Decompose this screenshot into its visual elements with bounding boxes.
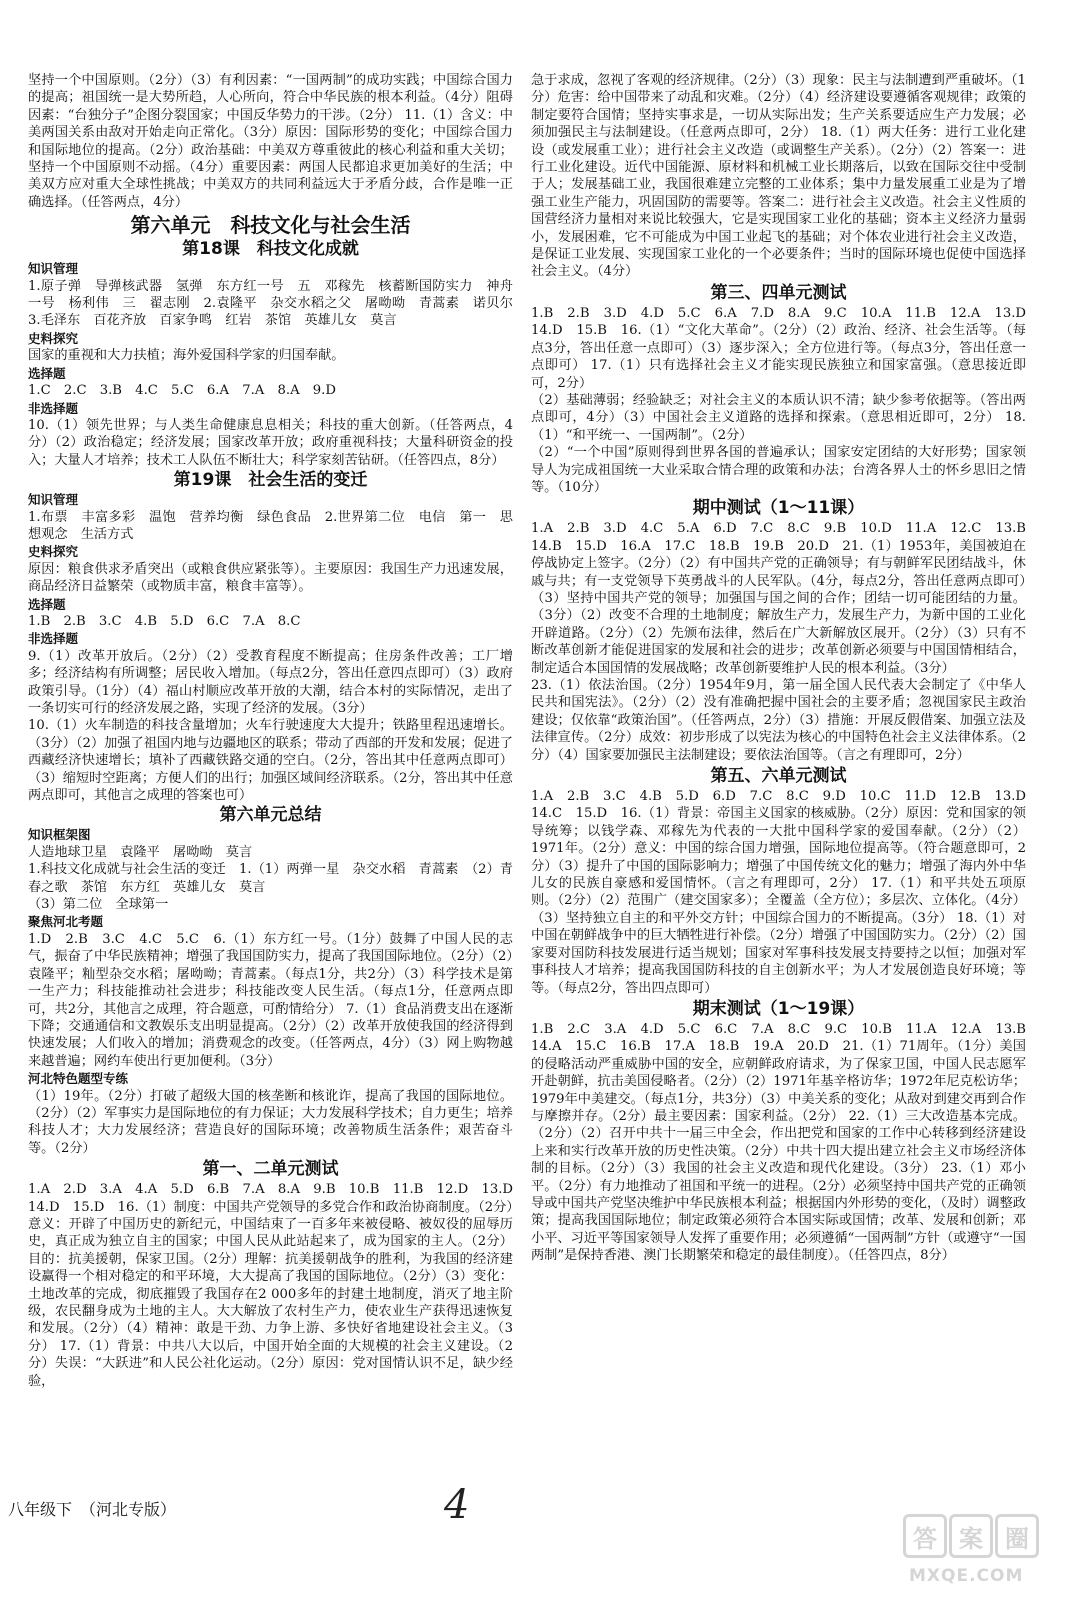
- answer-paragraph: 人造地球卫星 袁隆平 屠呦呦 莫言: [28, 844, 253, 860]
- answer-paragraph: 1.C 2.C 3.B 4.C 5.C 6.A 7.A 8.A 9.D: [28, 383, 336, 399]
- footer-grade-label: 八年级下 （河北专版）: [8, 1500, 177, 1519]
- answer-paragraph: 9.（1）改革开放后。（2分）（2）受教育程度不断提高；住房条件改善；工厂增多；经济结构有所调整；居民收入增加。（每点2分，答出任意四点即可）（3）政府政策引导。（1分）（4）福山村顺应改革开放的大潮，结合本村的实际情况，走出了一条切实可行的经济发展之路，实现了经济的发展。（3分）: [28, 648, 513, 716]
- section-subheading: 非选择题: [28, 631, 79, 647]
- answer-paragraph: （2）基础薄弱；经验缺乏；对社会主义的本质认识不清；缺少参考依据等。（答出两点即可，4分）（3）中国社会主义道路的选择和探索。（意思相近即可，2分） 18.（1）“和平统一、一国两制”。（2分）: [531, 392, 1026, 443]
- watermark-char: 圈: [995, 1514, 1039, 1558]
- test-heading: 第一、二单元测试: [202, 1159, 339, 1180]
- lesson-heading: 第六单元总结: [219, 805, 322, 826]
- lesson-heading: 第18课 科技文化成就: [182, 239, 359, 260]
- answer-paragraph: 1.B 2.B 3.C 4.B 5.D 6.C 7.A 8.C: [28, 613, 301, 629]
- handwritten-page-mark: 4: [444, 1482, 470, 1528]
- test-heading: 第五、六单元测试: [710, 766, 847, 787]
- section-subheading: 聚焦河北考题: [28, 914, 104, 930]
- answer-paragraph: 原因：粮食供求矛盾突出（或粮食供应紧张等）。主要原因：我国生产力迅速发展，商品经济日益繁荣（或物质丰富，粮食丰富等）。: [28, 561, 513, 595]
- answer-paragraph: （2）“一个中国”原则得到世界各国的普遍承认；国家安定团结的大好形势；国家领导人为完成祖国统一大业采取合情合理的政策和办法；台湾各界人士的怀乡思旧之情等。（10分）: [531, 445, 1026, 495]
- section-subheading: 非选择题: [28, 400, 79, 416]
- answer-paragraph: 1.A 2.B 3.D 4.C 5.A 6.D 7.C 8.C 9.B 10.D 11.A 12.C 13.B 14.B 15.D 16.A 17.C 18.B 19.B 20.D 21.（1）1953年，美国被迫在停战协定上签字。（2分）（2）有中国共产党的正确领导；有与朝鲜军民团结战斗，休戚与共；有一支党领导下英勇战斗的人民军队。（4分，每点2分，答出任意两点即可）（3）坚持中国共产党的领导；加强国与国之间的合作；团结一切可能团结的力量。（3分）（2）改变不合理的土地制度；解放生产力，发展生产力，为新中国的工业化开辟道路。（2分）（2）先颁布法律，然后在广大新解放区展开。（2分）（3）只有不断改革创新才能促进国家的发展和社会的进步；改革创新必须要与中国国情相结合，制定适合本国国情的发展战略；改革创新要维护人民的根本利益。（3分）: [531, 521, 1040, 676]
- section-subheading: 河北特色题型专练: [28, 1071, 129, 1087]
- section-subheading: 知识管理: [28, 492, 79, 508]
- answer-paragraph: 1.A 2.B 3.C 4.B 5.D 6.D 7.C 8.C 9.D 10.C 11.D 12.B 13.D 14.C 15.D 16.（1）背景：帝国主义国家的核威胁。（2分）原因：党和国家的领导统筹；以钱学森、邓稼先为代表的一大批中国科学家的爱国奉献。（2分）（2）1971年。（2分）意义：中国的综合国力增强，国际地位提高等。（符合题意即可，2分）（3）提升了中国的国际影响力；增强了中国传统文化的魅力；增强了海内外中华儿女的民族自豪感和爱国情怀。（言之有理即可，2分） 17.（1）和平共处五项原则。（2分）（2）范围广（建交国家多）；全覆盖（全方位）；多层次、立体化。（4分）（3）坚持独立自主的和平外交方针；中国综合国力的不断提高。（3分） 18.（1）对中国在朝鲜战争中的巨大牺牲进行补偿。（2分）增强了中国国防实力。（2分）（2）国家要对国防科技发展进行适当规划；国家对军事科技发展支持要持之以恒；加强对军事科技人才培养；提高我国国防科技的自主创新水平；为人才发展创造良好环境；等等。（每点2分，答出四点即可）: [531, 789, 1040, 996]
- answer-paragraph: 1.A 2.D 3.A 4.A 5.D 6.B 7.A 8.A 9.B 10.B 11.B 12.D 13.D 14.D 15.D 16.（1）制度：中国共产党领导的多党合作和政治协商制度。（2分）意义：开辟了中国历史的新纪元，中国结束了一百多年来被侵略、被奴役的屈辱历史，真正成为独立自主的国家；中国人民从此站起来了，成为国家的主人。（2分）目的：抗美援朝，保家卫国。（2分）理解：抗美援朝战争的胜利，为我国的经济建设赢得一个相对稳定的和平环境，大大提高了我国的国际地位。（2分）（3）变化：土地改革的完成，彻底摧毁了我国存在2 000多年的封建土地制度，消灭了地主阶级，农民翻身成为土地的主人。大大解放了农村生产力，使农业生产获得迅速恢复和发展。（2分）（4）精神：敢是干劲、力争上游、多快好省地建设社会主义。（3分） 17.（1）背景：中共八大以后，中国开始全面的大规模的社会主义建设。（2分）失误：“大跃进”和人民公社化运动。（2分）原因：党对国情认识不足，缺少经验，: [28, 1182, 527, 1389]
- answer-paragraph: （3）第二位 全球第一: [28, 897, 169, 913]
- section-subheading: 知识管理: [28, 261, 79, 277]
- watermark-char: 案: [949, 1514, 993, 1558]
- right-column: [531, 72, 1040, 1265]
- watermark-logo: [903, 1514, 1043, 1586]
- answer-paragraph: 10.（1）火车制造的科技含量增加；火车行驶速度大大提升；铁路里程迅速增长。（3分）（2）加强了祖国内地与边疆地区的联系；带动了西部的开发和发展；促进了西藏经济快速增长；填补了西藏铁路交通的空白。（2分，答出其中任意两点即可）（3）缩短时空距离；方便人们的出行；加强区域间经济联系。（2分，答出其中任意两点即可，其他言之成理的答案也可）: [28, 718, 513, 804]
- answer-paragraph: 10.（1）领先世界；与人类生命健康息息相关；科技的重大创新。（任答两点，4分）（2）政治稳定；经济发展；国家改革开放；政府重视科技；大量科研资金的投入；大量人才培养；技术工人队伍不断壮大；科学家刻苦钻研。（任答四点，8分）: [28, 417, 513, 468]
- answer-paragraph: 1.布票 丰富多彩 温饱 营养均衡 绿色食品 2.世界第二位 电信 第一 思想观念 生活方式: [28, 509, 513, 542]
- unit-heading: 第六单元 科技文化与社会生活: [130, 213, 411, 238]
- watermark-char: 答: [903, 1514, 947, 1558]
- left-column: [28, 72, 527, 1390]
- answer-paragraph: 坚持一个中国原则。（2分）（3）有利因素：“一国两制”的成功实践；中国综合国力的提高；祖国统一是大势所趋，人心所向，符合中华民族的根本利益。（4分）阻碍因素：“台独分子”企图分裂国家；中国反华势力的干涉。（2分） 11.（1）含义：中美两国关系由敌对开始走向正常化。（3分）原因：国际形势的变化；中国综合国力和国际地位的提高。（2分）政治基础：中美双方尊重彼此的核心利益和重大关切；坚持一个中国原则不动摇。（4分）重要因素：两国人民都追求更加美好的生活；中美双方应对重大全球性挑战；中美双方的共同利益远大于矛盾分歧，合作是唯一正确选择。（任答两点，4分）: [28, 73, 513, 210]
- lesson-heading: 第19课 社会生活的变迁: [173, 470, 368, 491]
- test-heading: 期末测试（1～19课）: [692, 998, 865, 1019]
- section-subheading: 史料探究: [28, 544, 79, 560]
- answer-paragraph: 1.D 2.B 3.C 4.C 5.C 6.（1）东方红一号。（1分）鼓舞了中国人民的志气，振奋了中华民族精神；增强了我国国防实力，提高了我国国际地位。（2分）（2）袁隆平；籼型杂交水稻；屠呦呦；青蒿素。（每点1分，共2分）（3）科学技术是第一生产力；科技能推动社会进步；科技能改变人民生活。（每点1分，任意两点即可，共2分，其他言之成理，符合题意，可酌情给分） 7.（1）食品消费支出在逐渐下降；交通通信和文教娱乐支出明显提高。（2分）（2）改革开放使我国的经济得到快速发展；人们收入的增加；消费观念的改变。（任答两点，4分）（3）网上购物越来越普遍；网约车使出行更加便利。（3分）: [28, 931, 513, 1069]
- answer-paragraph: 1.B 2.B 3.D 4.D 5.C 6.A 7.D 8.A 9.C 10.A 11.B 12.A 13.D 14.D 15.B 16.（1）“文化大革命”。（2分）（2）政治、经济、社会生活等。（每点3分，答出任意一点即可）（3）逐步深入；全方位进行等。（每点3分，答出任意一点即可） 17.（1）只有选择社会主义才能实现民族独立和国家富强。（意思接近即可，2分）: [531, 305, 1040, 391]
- section-subheading: 选择题: [28, 596, 66, 612]
- answer-paragraph: 1.原子弹 导弹核武器 氢弹 东方红一号 五 邓稼先 核蓄断国防实力 神舟一号 杨利伟 三 翟志刚 2.袁隆平 杂交水稻之父 屠呦呦 青蒿素 诺贝尔 3.毛泽东 百花齐放 百家争鸣 红岩 茶馆 英雄儿女 莫言: [28, 278, 527, 329]
- answer-paragraph: 23.（1）依法治国。（2分）1954年9月，第一届全国人民代表大会制定了《中华人民共和国宪法》。（2分）（2）没有准确把握中国社会的主要矛盾；忽视国家民主政治建设；仅依靠“政策治国”。（任答两点，2分）（3）措施：开展反假借案、加强立法及法律宣传。（2分）成效：初步形成了以宪法为核心的中国特色社会主义法律体系。（2分）（4）国家要加强民主法制建设；要依法治国等。（言之有理即可，2分）: [531, 678, 1026, 763]
- answer-paragraph: 1.科技文化成就与社会生活的变迁 1.（1）两弹一星 杂交水稻 青蒿素 （2）青春之歌 茶馆 东方红 英雄儿女 莫言: [28, 862, 513, 895]
- section-subheading: 知识框架图: [28, 827, 91, 843]
- answer-paragraph: 急于求成，忽视了客观的经济规律。（2分）（3）现象：民主与法制遭到严重破坏。（1分）危害：给中国带来了动乱和灾难。（2分）（4）经济建设要遵循客观规律；政策的制定要符合国情；坚持实事求是，一切从实际出发；生产关系要适应生产力发展；必须加强民主与法制建设。（任意两点即可，2分） 18.（1）两大任务：进行工业化建设（或发展重工业）；进行社会主义改造（或调整生产关系）。（2分）（2）答案一：进行工业化建设。近代中国能源、原材料和机械工业长期落后，以致在国际交往中受制于人；发展基础工业，我国很难建立完整的工业体系；集中力量发展重工业是为了增强工业生产能力，巩固国防的需要等。答案二：进行社会主义改造。社会主义性质的国营经济力量相对来说比较强大，它是实现国家工业化的基础；资本主义经济力量弱小，发展困难，它不可能成为中国工业起飞的基础；对个体农业进行社会主义改造，是保证工业发展、实现国家工业化的一个必要条件；当时的国际环境也促使中国选择社会主义。（4分）: [531, 73, 1026, 280]
- section-subheading: 选择题: [28, 365, 66, 381]
- section-subheading: 史料探究: [28, 330, 79, 346]
- test-heading: 第三、四单元测试: [710, 282, 847, 303]
- watermark-url: MXQE.COM: [909, 1566, 1024, 1586]
- answer-paragraph: 1.B 2.C 3.A 4.D 5.C 6.C 7.A 8.C 9.C 10.B 11.A 12.A 13.B 14.A 15.C 16.B 17.A 18.B 19.A 20.D 21.（1）71周年。（1分）美国的侵略活动严重威胁中国的安全，应朝鲜政府请求，为了保家卫国，中国人民志愿军开赴朝鲜，抗击美国侵略者。（2分）（2）1971年基辛格访华；1972年尼克松访华；1979年中美建交。（每点1分，共3分）（3）中美关系的变化；从敌对到建交再到合作与摩擦并存。（2分）最主要因素：国家利益。（2分） 22.（1）三大改造基本完成。（2分）（2）召开中共十一届三中全会，作出把党和国家的工作中心转移到经济建设上来和实行改革开放的历史性决策。（2分）中共十四大提出建立社会主义市场经济体制的目标。（2分）（3）我国的社会主义改造和现代化建设。（3分） 23.（1）邓小平。（2分）有力地推动了祖国和平统一的进程。（2分）必须坚持中国共产党的正确领导或中国共产党坚决维护中华民族根本利益；根据国内外形势的变化，（及时）调整政策；提高我国国际地位；制定政策必须符合本国实际或国情；改革、发展和创新；邓小平、习近平等国家领导人发挥了重要作用；必须遵循“一国两制”方针（或遵守“一国两制”是保持香港、澳门长期繁荣和稳定的最佳制度）。（任答四点，8分）: [531, 1021, 1040, 1264]
- answer-paragraph: 国家的重视和大力扶植；海外爱国科学家的归国奉献。: [28, 348, 345, 364]
- test-heading: 期中测试（1～11课）: [692, 498, 865, 519]
- answer-paragraph: （1）19年。（2分）打破了超级大国的核垄断和核讹诈，提高了我国的国际地位。（2分）（2）军事实力是国际地位的有力保证；大力发展科学技术；自力更生；培养科技人才；大力发展经济；营造良好的国际环境；改善物质生活条件；艰苦奋斗等。（2分）: [28, 1088, 513, 1156]
